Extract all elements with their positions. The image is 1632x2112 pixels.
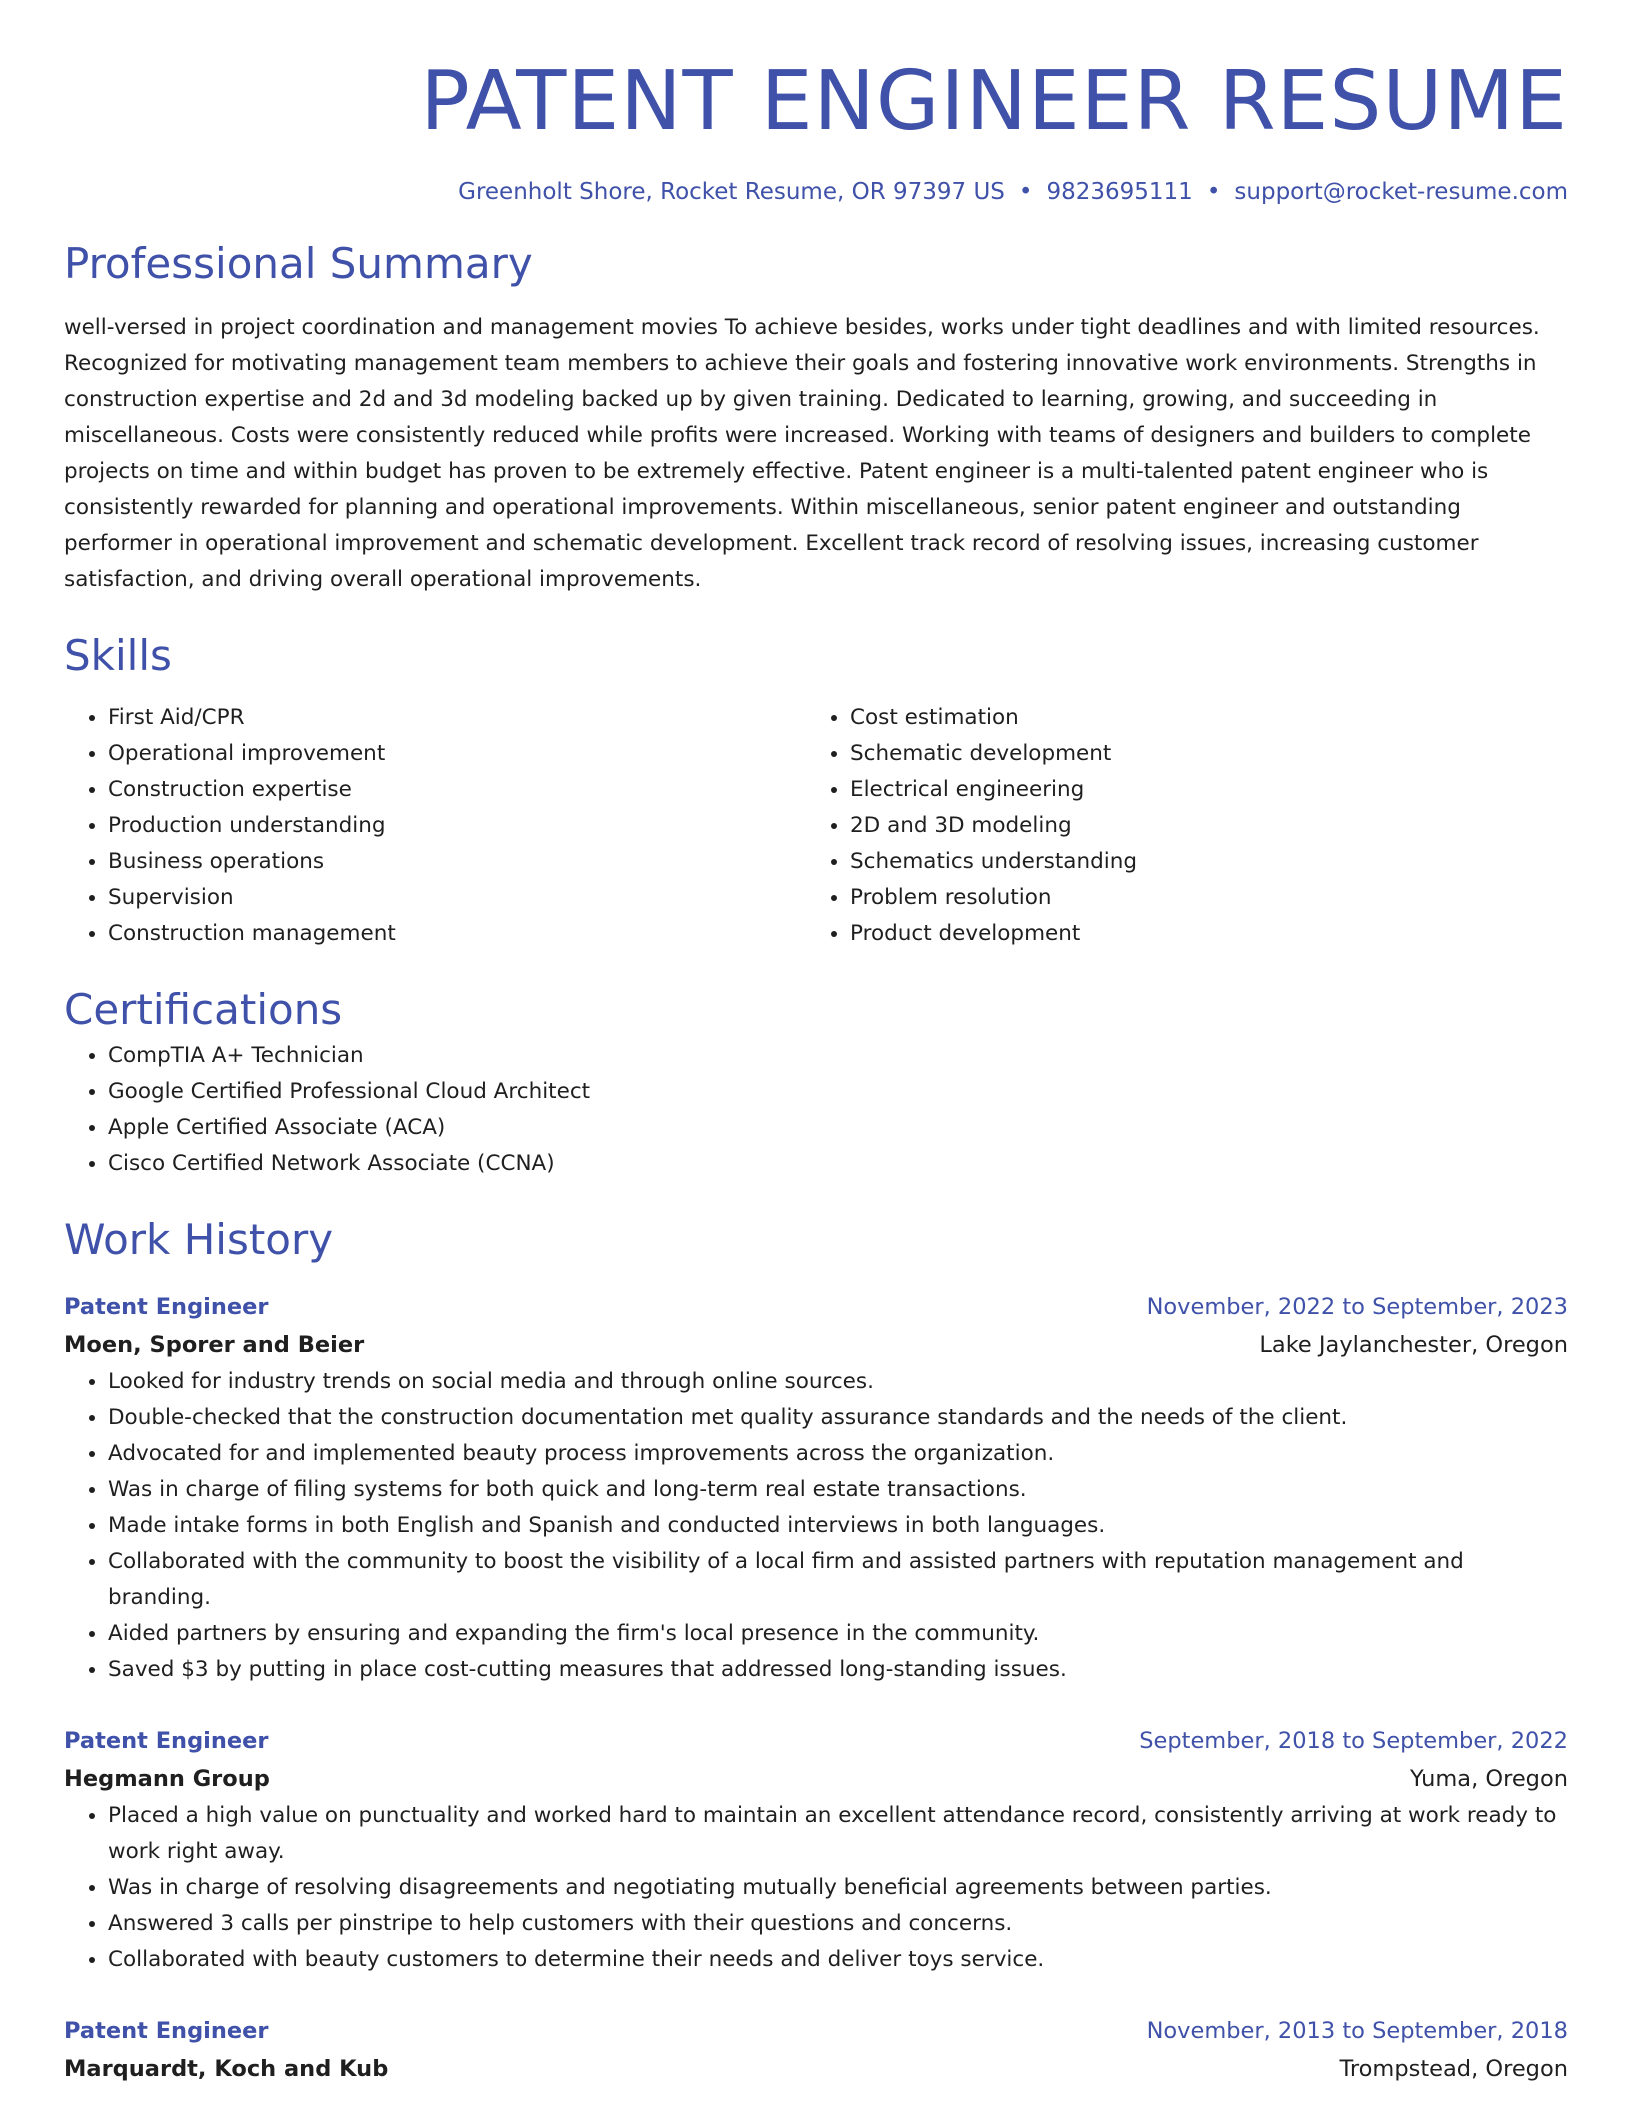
job-employer-row	[64, 1326, 1568, 1364]
job-entry	[64, 1722, 1568, 1978]
job-location: Lake Jaylanchester, Oregon	[1259, 1332, 1568, 1358]
skill-item: • Construction management	[108, 916, 806, 952]
job-dates: November, 2022 to September, 2023	[1146, 1294, 1568, 1320]
job-location: Trompstead, Oregon	[1339, 2056, 1568, 2082]
skill-item: • Problem resolution	[850, 880, 1548, 916]
job-company: Marquardt, Koch and Kub	[64, 2056, 389, 2082]
job-duty-item: • Advocated for and implemented beauty process improvements across the organization.	[108, 1436, 1568, 1472]
skill-item: • First Aid/CPR	[108, 700, 806, 736]
skills-column-right	[806, 700, 1548, 952]
job-employer-row	[64, 2050, 1568, 2088]
certification-item: • Apple Certified Associate (ACA)	[108, 1110, 1568, 1146]
certifications-list	[64, 1038, 1568, 1182]
job-duty-item: • Looked for industry trends on social media and through online sources.	[108, 1364, 1568, 1400]
job-company: Moen, Sporer and Beier	[64, 1332, 365, 1358]
job-duty-item: • Saved $3 by putting in place cost-cutting measures that addressed long-standing issues.	[108, 1652, 1568, 1688]
skills-list-left	[64, 700, 806, 952]
job-title: Patent Engineer	[64, 2018, 269, 2044]
job-header-row	[64, 2012, 1568, 2050]
contact-separator: •	[1206, 179, 1221, 205]
skill-item: • Product development	[850, 916, 1548, 952]
skills-column-left	[64, 700, 806, 952]
job-title: Patent Engineer	[64, 1728, 269, 1754]
certification-item: • CompTIA A+ Technician	[108, 1038, 1568, 1074]
work-history-heading: Work History	[64, 1215, 334, 1264]
job-header-row	[64, 1288, 1568, 1326]
job-employer-row	[64, 1760, 1568, 1798]
job-location: Yuma, Oregon	[1409, 1766, 1568, 1792]
contact-address: Greenholt Shore, Rocket Resume, OR 97397 US	[458, 179, 1005, 205]
skill-item: • Business operations	[108, 844, 806, 880]
job-company: Hegmann Group	[64, 1766, 270, 1792]
skill-item: • Schematics understanding	[850, 844, 1548, 880]
resume-title: PATENT ENGINEER RESUME	[420, 54, 1568, 149]
job-entry	[64, 2012, 1568, 2088]
skills-list-right	[806, 700, 1548, 952]
skill-item: • Production understanding	[108, 808, 806, 844]
job-duty-item: • Made intake forms in both English and Spanish and conducted interviews in both languages.	[108, 1508, 1568, 1544]
job-header-row	[64, 1722, 1568, 1760]
resume-page	[64, 0, 1568, 2088]
skills-grid	[64, 700, 1568, 952]
certification-item: • Cisco Certified Network Associate (CCNA)	[108, 1146, 1568, 1182]
job-duty-item: • Answered 3 calls per pinstripe to help customers with their questions and concerns.	[108, 1906, 1568, 1942]
job-dates: November, 2013 to September, 2018	[1146, 2018, 1568, 2044]
job-duty-item: • Aided partners by ensuring and expanding the firm's local presence in the community.	[108, 1616, 1568, 1652]
job-duty-item: • Was in charge of resolving disagreements and negotiating mutually beneficial agreements between parties.	[108, 1870, 1568, 1906]
skill-item: • Supervision	[108, 880, 806, 916]
skill-item: • Cost estimation	[850, 700, 1548, 736]
job-duties-list	[64, 1364, 1568, 1688]
job-duty-item: • Was in charge of filing systems for both quick and long-term real estate transactions.	[108, 1472, 1568, 1508]
job-duty-item: • Placed a high value on punctuality and worked hard to maintain an excellent attendance record, consistently arriving at work ready to work right away.	[108, 1798, 1568, 1870]
skill-item: • Electrical engineering	[850, 772, 1548, 808]
job-dates: September, 2018 to September, 2022	[1139, 1728, 1568, 1754]
summary-heading: Professional Summary	[64, 239, 533, 288]
contact-line	[64, 176, 1568, 208]
summary-text: well-versed in project coordination and management movies To achieve besides, works under tight deadlines and with limited resources. Recognized for motivating management team members to achieve their goals and fostering innovative work environments. Strengths in construction expertise and 2d and 3d modeling backed up by given training. Dedicated to learning, growing, and succeeding in miscellaneous. Costs were consistently reduced while profits were increased. Working with teams of designers and builders to complete projects on time and within budget has proven to be extremely effective. Patent engineer is a multi-talented patent engineer who is consistently rewarded for planning and operational improvements. Within miscellaneous, senior patent engineer and outstanding performer in operational improvement and schematic development. Excellent track record of resolving issues, increasing customer satisfaction, and driving overall operational improvements.	[64, 315, 1540, 592]
skill-item: • Schematic development	[850, 736, 1548, 772]
certifications-heading: Certifications	[64, 985, 343, 1034]
job-duty-item: • Double-checked that the construction documentation met quality assurance standards and the needs of the client.	[108, 1400, 1568, 1436]
contact-email[interactable]: support@rocket-resume.com	[1234, 179, 1568, 205]
certification-item: • Google Certified Professional Cloud Architect	[108, 1074, 1568, 1110]
job-duty-item: • Collaborated with the community to boost the visibility of a local firm and assisted partners with reputation management and branding.	[108, 1544, 1568, 1616]
job-entry	[64, 1288, 1568, 1688]
contact-separator: •	[1018, 179, 1033, 205]
skill-item: • 2D and 3D modeling	[850, 808, 1548, 844]
skill-item: • Operational improvement	[108, 736, 806, 772]
skill-item: • Construction expertise	[108, 772, 806, 808]
job-duties-list	[64, 1798, 1568, 1978]
contact-phone[interactable]: 9823695111	[1046, 179, 1193, 205]
job-title: Patent Engineer	[64, 1294, 269, 1320]
skills-heading: Skills	[64, 631, 172, 680]
job-duty-item: • Collaborated with beauty customers to determine their needs and deliver toys service.	[108, 1942, 1568, 1978]
